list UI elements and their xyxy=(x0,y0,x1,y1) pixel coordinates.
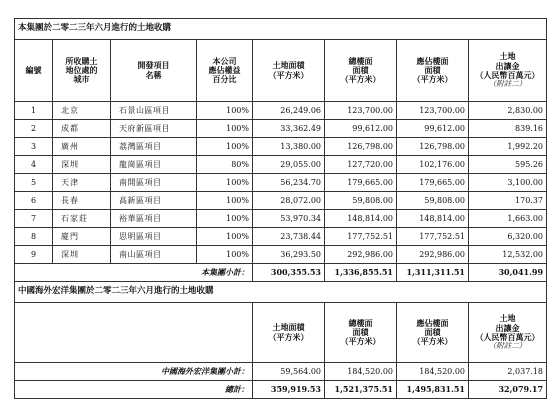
row-project: 天府新區項目 xyxy=(111,120,197,138)
row-total-gfa: 127,720.00 xyxy=(325,156,397,174)
row-total-gfa: 148,814.00 xyxy=(325,210,397,228)
header-city: 所收購土 地位處的 城市 xyxy=(53,40,111,102)
header-attrib-gfa: 應佔樓面 面積 （平方米） xyxy=(397,40,469,102)
row-attrib-gfa: 59,808.00 xyxy=(397,192,469,210)
row-city: 成都 xyxy=(53,120,111,138)
row-city: 深圳 xyxy=(53,156,111,174)
table-row xyxy=(15,138,547,156)
row-no: 7 xyxy=(15,210,53,228)
row-city: 長春 xyxy=(53,192,111,210)
row-site-area: 53,970.34 xyxy=(253,210,325,228)
header-total-gfa: 總樓面 面積 （平方米） xyxy=(325,40,397,102)
row-interest: 100% xyxy=(197,192,253,210)
row-interest: 100% xyxy=(197,138,253,156)
row-city: 廣州 xyxy=(53,138,111,156)
section1-header-row xyxy=(15,40,547,102)
row-attrib-gfa: 102,176.00 xyxy=(397,156,469,174)
section1-subtotal-row xyxy=(15,264,547,282)
table-row xyxy=(15,156,547,174)
row-total-gfa: 177,752.51 xyxy=(325,228,397,246)
row-premium: 839.16 xyxy=(469,120,547,138)
section2-header-total-gfa: 總樓面 面積 （平方米） xyxy=(325,303,397,363)
section1-title-row xyxy=(15,19,547,40)
row-city: 石家莊 xyxy=(53,210,111,228)
section2-title-row xyxy=(15,282,547,303)
row-interest: 100% xyxy=(197,210,253,228)
row-site-area: 26,249.06 xyxy=(253,102,325,120)
table-row xyxy=(15,192,547,210)
row-total-gfa: 59,808.00 xyxy=(325,192,397,210)
section1-subtotal-total-gfa: 1,336,855.51 xyxy=(325,264,397,282)
row-premium: 3,100.00 xyxy=(469,174,547,192)
section2-title: 中國海外宏洋集團於二零二三年六月進行的土地收購 xyxy=(15,282,547,303)
section1-subtotal-site-area: 300,355.53 xyxy=(253,264,325,282)
row-no: 1 xyxy=(15,102,53,120)
section2-header-attrib-gfa: 應佔樓面 面積 （平方米） xyxy=(397,303,469,363)
grand-total-site-area: 359,919.53 xyxy=(253,381,325,399)
header-interest: 本公司 應佔權益 百分比 xyxy=(197,40,253,102)
section2-subtotal-premium: 2,037.18 xyxy=(469,363,547,381)
row-attrib-gfa: 126,798.00 xyxy=(397,138,469,156)
row-no: 9 xyxy=(15,246,53,264)
land-acquisition-table xyxy=(14,18,547,399)
row-site-area: 56,234.70 xyxy=(253,174,325,192)
section2-header-blank xyxy=(15,303,253,363)
row-interest: 100% xyxy=(197,246,253,264)
row-attrib-gfa: 148,814.00 xyxy=(397,210,469,228)
grand-total-row xyxy=(15,381,547,399)
section2-header-row xyxy=(15,303,547,363)
row-city: 北京 xyxy=(53,102,111,120)
grand-total-premium: 32,079.17 xyxy=(469,381,547,399)
section2-subtotal-label: 中國海外宏洋集團小計： xyxy=(15,363,253,381)
row-site-area: 29,055.00 xyxy=(253,156,325,174)
row-no: 8 xyxy=(15,228,53,246)
section2-subtotal-total-gfa: 184,520.00 xyxy=(325,363,397,381)
row-interest: 100% xyxy=(197,102,253,120)
row-city: 廈門 xyxy=(53,228,111,246)
row-project: 南山區項目 xyxy=(111,246,197,264)
row-site-area: 28,072.00 xyxy=(253,192,325,210)
header-premium: 土地 出讓金 （人民幣百萬元） （附註二） xyxy=(469,40,547,102)
row-project: 龍崗區項目 xyxy=(111,156,197,174)
section2-subtotal-row xyxy=(15,363,547,381)
row-interest: 100% xyxy=(197,174,253,192)
row-total-gfa: 99,612.00 xyxy=(325,120,397,138)
row-no: 2 xyxy=(15,120,53,138)
row-premium: 2,830.00 xyxy=(469,102,547,120)
row-total-gfa: 126,798.00 xyxy=(325,138,397,156)
row-total-gfa: 292,986.00 xyxy=(325,246,397,264)
section2-subtotal-attrib-gfa: 184,520.00 xyxy=(397,363,469,381)
section2-header-site-area: 土地面積 （平方米） xyxy=(253,303,325,363)
section1-subtotal-attrib-gfa: 1,311,311.51 xyxy=(397,264,469,282)
header-project: 開發項目 名稱 xyxy=(111,40,197,102)
row-site-area: 33,362.49 xyxy=(253,120,325,138)
table-row xyxy=(15,210,547,228)
row-no: 3 xyxy=(15,138,53,156)
row-project: 高新區項目 xyxy=(111,192,197,210)
header-no: 編號 xyxy=(15,40,53,102)
row-total-gfa: 179,665.00 xyxy=(325,174,397,192)
row-total-gfa: 123,700.00 xyxy=(325,102,397,120)
table-row xyxy=(15,174,547,192)
grand-total-attrib-gfa: 1,495,831.51 xyxy=(397,381,469,399)
section1-title: 本集團於二零二三年六月進行的土地收購 xyxy=(15,19,547,40)
table-row xyxy=(15,228,547,246)
row-attrib-gfa: 99,612.00 xyxy=(397,120,469,138)
row-project: 裕華區項目 xyxy=(111,210,197,228)
row-no: 5 xyxy=(15,174,53,192)
row-project: 荔灣區項目 xyxy=(111,138,197,156)
row-city: 天津 xyxy=(53,174,111,192)
row-attrib-gfa: 179,665.00 xyxy=(397,174,469,192)
row-premium: 12,532.00 xyxy=(469,246,547,264)
row-site-area: 13,380.00 xyxy=(253,138,325,156)
grand-total-label: 總計： xyxy=(15,381,253,399)
grand-total-total-gfa: 1,521,375.51 xyxy=(325,381,397,399)
table-row xyxy=(15,120,547,138)
row-city: 深圳 xyxy=(53,246,111,264)
table-row xyxy=(15,102,547,120)
row-premium: 595.26 xyxy=(469,156,547,174)
row-no: 4 xyxy=(15,156,53,174)
row-attrib-gfa: 177,752.51 xyxy=(397,228,469,246)
row-premium: 1,663.00 xyxy=(469,210,547,228)
row-premium: 6,320.00 xyxy=(469,228,547,246)
row-attrib-gfa: 123,700.00 xyxy=(397,102,469,120)
row-project: 石景山區項目 xyxy=(111,102,197,120)
section1-subtotal-premium: 30,041.99 xyxy=(469,264,547,282)
section2-subtotal-site-area: 59,564.00 xyxy=(253,363,325,381)
row-no: 6 xyxy=(15,192,53,210)
header-site-area: 土地面積 （平方米） xyxy=(253,40,325,102)
section2-header-premium: 土地 出讓金 （人民幣百萬元） （附註二） xyxy=(469,303,547,363)
table-row xyxy=(15,246,547,264)
row-project: 南開區項目 xyxy=(111,174,197,192)
row-site-area: 23,738.44 xyxy=(253,228,325,246)
row-interest: 100% xyxy=(197,228,253,246)
row-project: 思明區項目 xyxy=(111,228,197,246)
row-interest: 80% xyxy=(197,156,253,174)
row-attrib-gfa: 292,986.00 xyxy=(397,246,469,264)
row-interest: 100% xyxy=(197,120,253,138)
row-site-area: 36,293.50 xyxy=(253,246,325,264)
row-premium: 1,992.20 xyxy=(469,138,547,156)
row-premium: 170.37 xyxy=(469,192,547,210)
section1-subtotal-label: 本集團小計： xyxy=(15,264,253,282)
